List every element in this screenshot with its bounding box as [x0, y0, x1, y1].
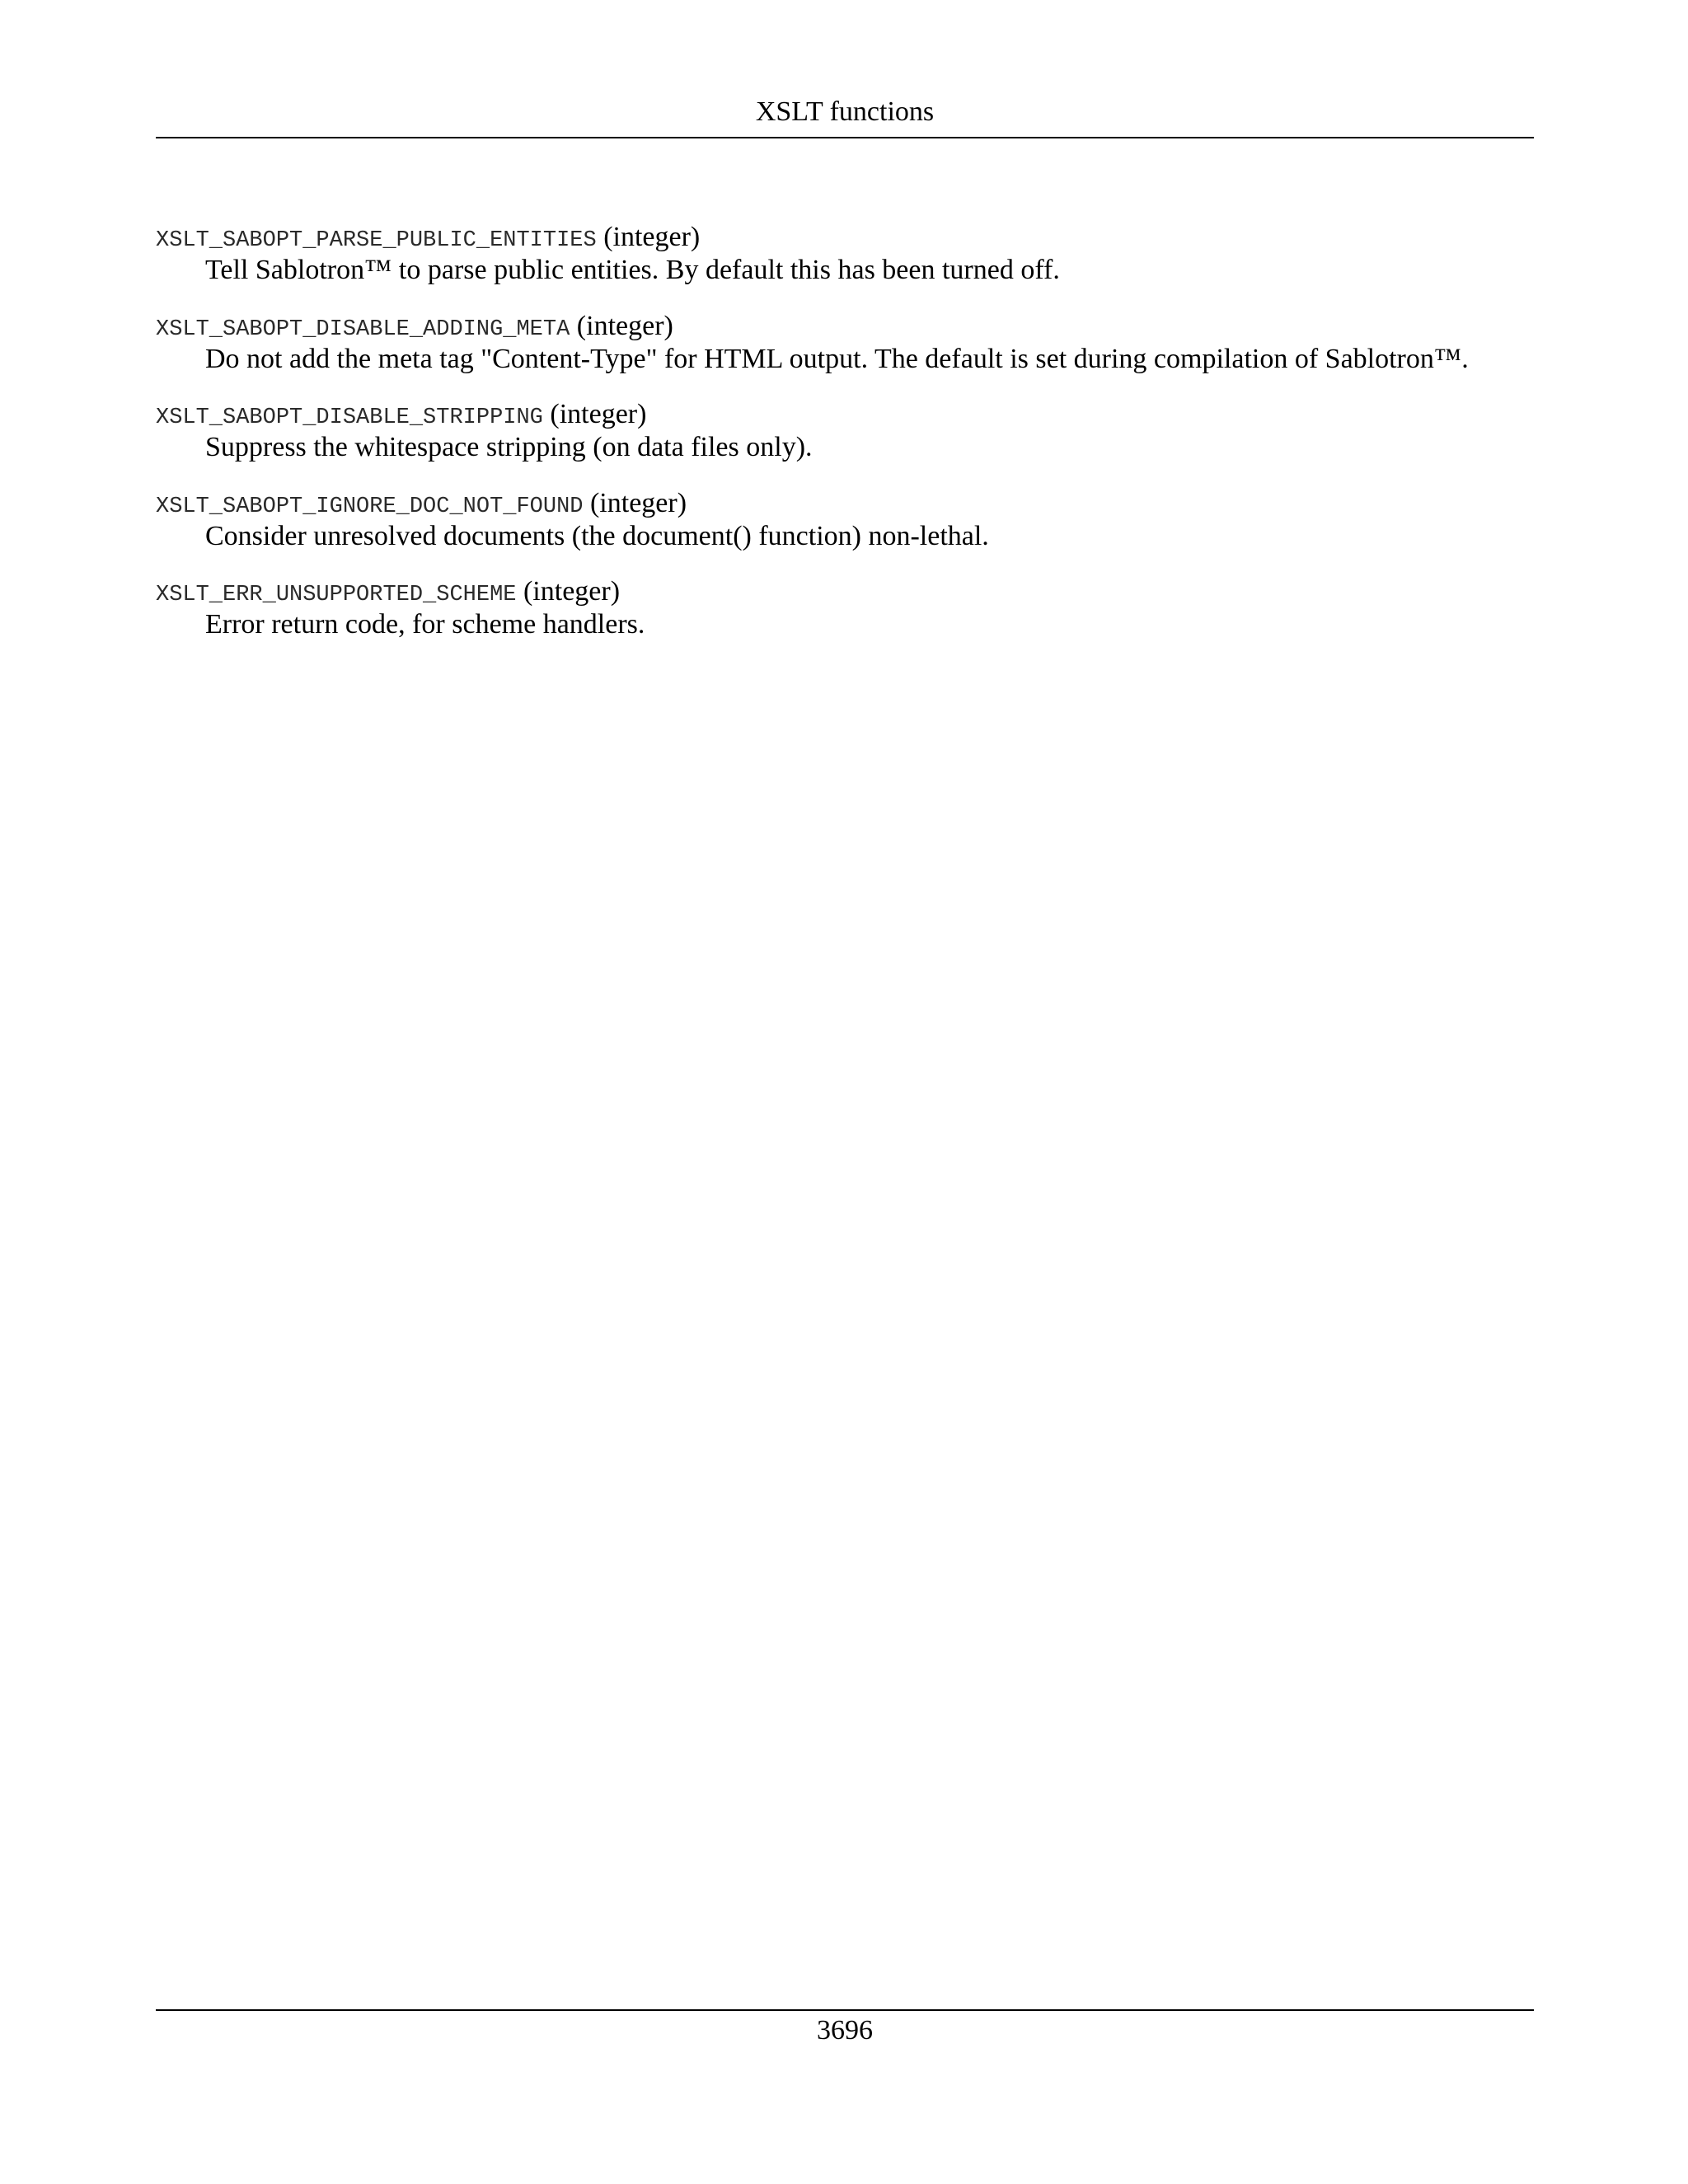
constant-type: (integer)	[576, 310, 673, 341]
constant-name: XSLT_SABOPT_DISABLE_STRIPPING	[156, 405, 543, 430]
page-header-title: XSLT functions	[755, 96, 935, 127]
constant-description: Do not add the meta tag "Content-Type" for HTML output. The default is set during compilation of Sablotron™.	[205, 343, 1469, 374]
constant-term	[156, 400, 1534, 433]
page-number: 3696	[817, 2015, 873, 2046]
constant-type: (integer)	[523, 576, 621, 607]
constant-name: XSLT_SABOPT_IGNORE_DOC_NOT_FOUND	[156, 494, 584, 519]
constant-term	[156, 312, 1534, 344]
constant-description: Consider unresolved documents (the document() function) non-lethal.	[205, 520, 989, 551]
constant-entry	[156, 400, 1534, 489]
constant-name: XSLT_SABOPT_DISABLE_ADDING_META	[156, 316, 570, 342]
constant-term	[156, 577, 1534, 610]
header-rule	[156, 137, 1534, 138]
constant-term	[156, 223, 1534, 255]
constant-type: (integer)	[550, 399, 647, 429]
constant-term	[156, 489, 1534, 522]
constant-entry	[156, 577, 1534, 666]
constant-entry	[156, 312, 1534, 401]
constant-entry	[156, 223, 1534, 312]
constant-entry	[156, 489, 1534, 578]
constant-type: (integer)	[589, 487, 687, 518]
constant-name: XSLT_ERR_UNSUPPORTED_SCHEME	[156, 583, 517, 607]
constant-name: XSLT_SABOPT_PARSE_PUBLIC_ENTITIES	[156, 228, 597, 253]
constant-description: Tell Sablotron™ to parse public entities. By default this has been turned off.	[205, 255, 1060, 285]
constant-list	[156, 223, 1534, 666]
constant-type: (integer)	[603, 222, 701, 252]
constant-description: Error return code, for scheme handlers.	[205, 609, 645, 640]
constant-description: Suppress the whitespace stripping (on data files only).	[205, 432, 813, 462]
